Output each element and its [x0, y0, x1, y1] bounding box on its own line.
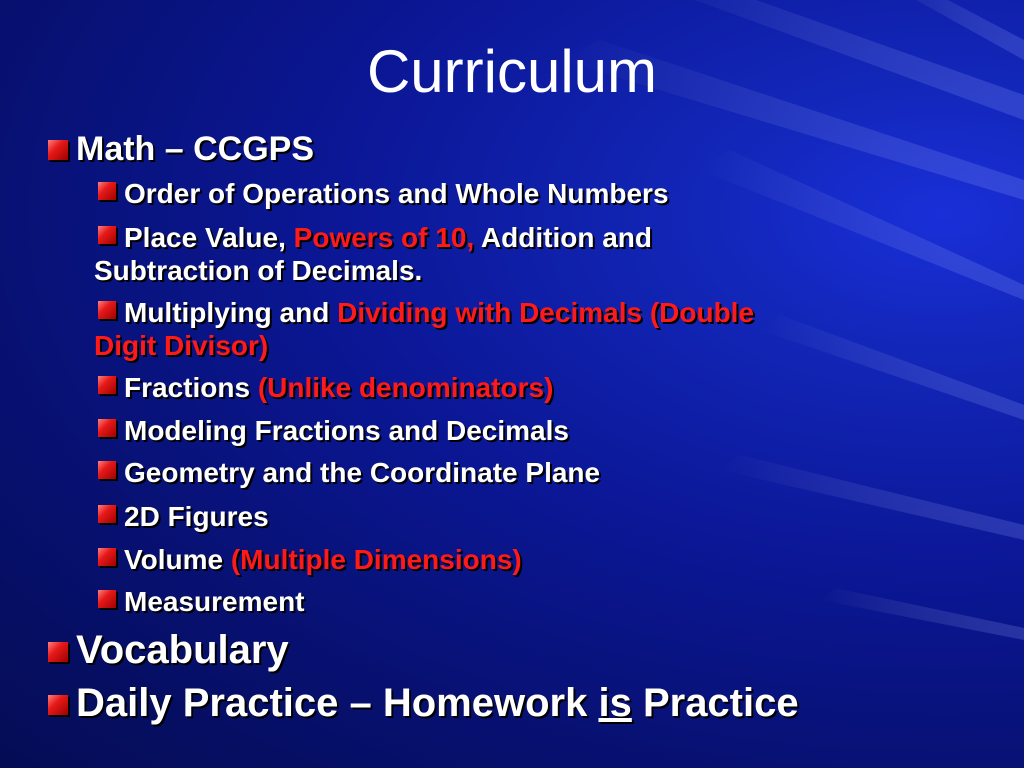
list-item-text: Fractions [124, 372, 258, 403]
bullet-square-icon [98, 548, 116, 566]
list-item [124, 543, 522, 576]
list-item-text: Modeling Fractions and Decimals [124, 415, 569, 446]
bullet-square-icon [48, 642, 68, 662]
list-item [124, 414, 569, 447]
daily-practice-text: Practice [631, 681, 799, 725]
list-item [124, 500, 269, 533]
bullet-square-icon [98, 505, 116, 523]
list-item-text: Multiplying and [124, 297, 338, 328]
bullet-square-icon [98, 226, 116, 244]
bullet-square-icon [48, 140, 68, 160]
list-item-text: Measurement [124, 586, 305, 617]
list-item-highlight: Digit Divisor) [94, 330, 269, 361]
slide-title: Curriculum [366, 38, 658, 105]
list-item [124, 585, 305, 618]
list-item-continuation [94, 254, 422, 287]
bullet-square-icon [98, 590, 116, 608]
list-item [124, 177, 669, 210]
list-item-text: Volume [124, 544, 231, 575]
list-item-highlight: (Multiple Dimensions) [230, 544, 522, 575]
list-item-text: Addition and [474, 222, 653, 253]
list-item-highlight: Dividing with Decimals (Double [337, 297, 755, 328]
bullet-square-icon [98, 419, 116, 437]
list-item-highlight: (Unlike denominators) [257, 372, 554, 403]
list-item-continuation [94, 329, 268, 362]
bullet-square-icon [98, 301, 116, 319]
list-item [124, 456, 600, 489]
math-heading: Math – CCGPS [76, 130, 315, 168]
list-item [124, 221, 652, 254]
list-item-text: 2D Figures [124, 501, 269, 532]
list-item [124, 296, 754, 329]
list-item-highlight: Powers of 10, [293, 222, 475, 253]
list-item [124, 371, 553, 404]
list-item-text: Order of Operations and Whole Numbers [124, 178, 669, 209]
bullet-square-icon [98, 461, 116, 479]
daily-practice-text: Daily Practice – Homework [76, 681, 599, 725]
vocabulary-heading: Vocabulary [76, 628, 289, 672]
daily-practice-heading [76, 680, 799, 726]
bullet-square-icon [48, 695, 68, 715]
bullet-square-icon [98, 182, 116, 200]
list-item-text: Place Value, [124, 222, 294, 253]
list-item-text: Subtraction of Decimals. [94, 255, 423, 286]
list-item-text: Geometry and the Coordinate Plane [124, 457, 601, 488]
bullet-square-icon [98, 376, 116, 394]
daily-practice-emphasis: is [598, 681, 632, 725]
